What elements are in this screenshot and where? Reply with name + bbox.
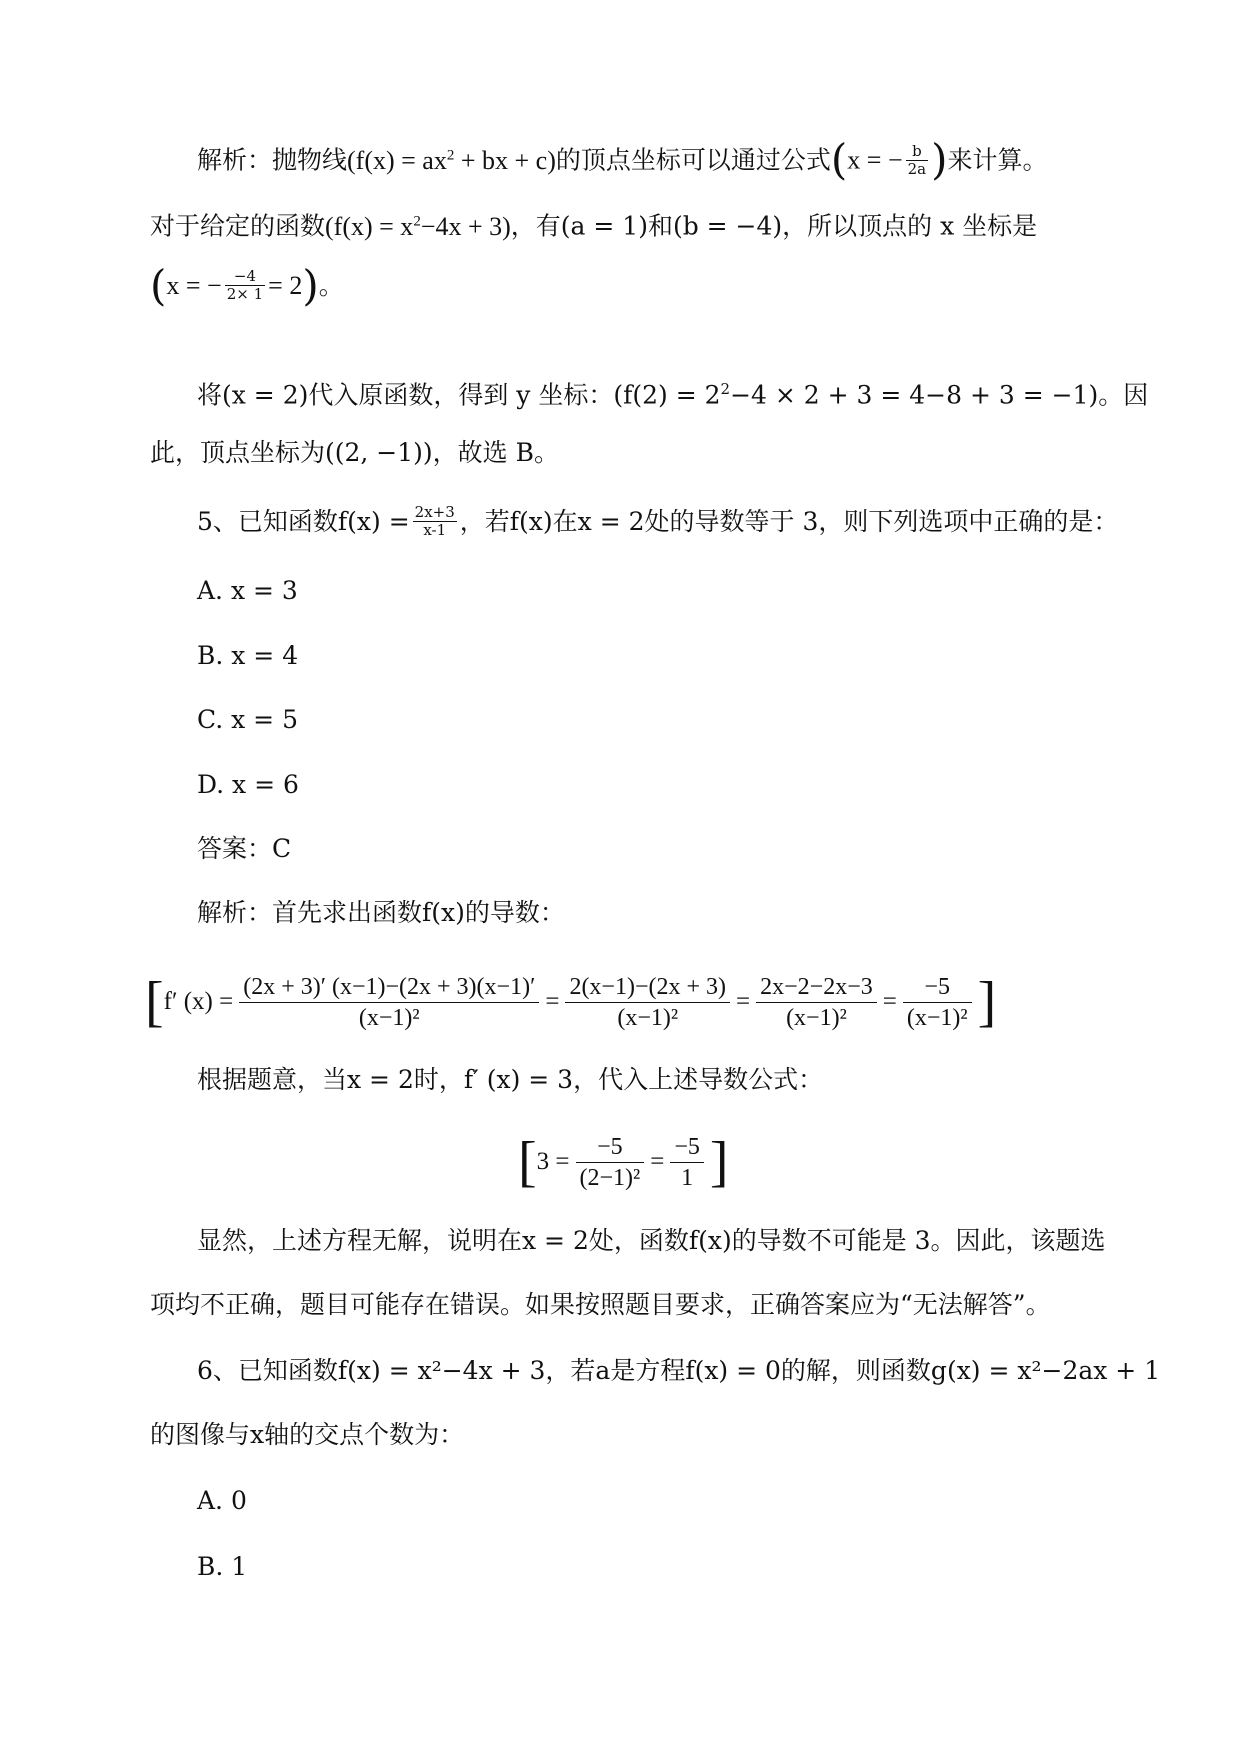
numerator: 2(x−1)−(2x + 3) <box>569 973 727 1000</box>
denominator: (x−1)² <box>617 1004 679 1031</box>
text: 显然，上述方程无解，说明在x = 2处，函数f(x)的导数不可能是 3。因此，该题选 <box>197 1226 1106 1255</box>
equals: = <box>882 988 897 1015</box>
denominator: (x−1)² <box>358 1004 420 1031</box>
formula-part: −4x + 3) <box>420 211 511 241</box>
text: 解析：首先求出函数f(x)的导数： <box>197 898 565 927</box>
text: 。 <box>318 271 344 300</box>
fraction <box>903 972 972 1033</box>
fraction <box>906 143 929 178</box>
right-paren: ) <box>302 260 319 310</box>
question-6-line-2 <box>150 1420 464 1450</box>
equals: = <box>650 1148 665 1175</box>
conclusion-line-1 <box>197 1226 1106 1256</box>
left-bracket: [ <box>145 971 164 1033</box>
answer <box>197 834 291 864</box>
right-paren: ) <box>931 135 948 185</box>
fraction <box>239 972 539 1033</box>
text: ，若f(x)在x = 2处的导数等于 3，则下列选项中正确的是： <box>459 507 1119 536</box>
equals: = <box>545 988 560 1015</box>
option-text: B. x = 4 <box>197 641 299 670</box>
analysis-paragraph-4-line-2 <box>150 438 559 468</box>
denominator: 2× 1 <box>226 285 264 303</box>
text: 对于给定的函数 <box>150 211 326 241</box>
denominator: 2a <box>907 159 927 178</box>
option-b <box>197 641 298 671</box>
left-bracket: [ <box>518 1131 537 1193</box>
answer-text: 答案：C <box>197 834 292 863</box>
analysis-paragraph-3 <box>150 260 344 310</box>
left-paren: ( <box>150 260 167 310</box>
fraction <box>565 972 730 1033</box>
fraction <box>756 972 877 1033</box>
formula-part: = 2 <box>268 271 303 300</box>
exponent: 2 <box>446 147 455 163</box>
fraction <box>225 268 265 303</box>
fraction <box>413 504 457 539</box>
numerator: −4 <box>233 267 256 285</box>
text: 此，顶点坐标为((2, −1))，故选 B。 <box>150 438 559 467</box>
equals: = <box>736 988 751 1015</box>
option-c <box>197 705 298 735</box>
text: 的顶点坐标可以通过公式 <box>555 145 831 175</box>
option-text: B. 1 <box>197 1552 248 1581</box>
derivative-equation <box>145 962 996 1042</box>
exponent: 2 <box>413 213 421 229</box>
fraction <box>576 1132 645 1193</box>
fraction <box>670 1132 704 1193</box>
q6-option-b <box>197 1552 247 1582</box>
formula-part: 3 = <box>536 1148 570 1175</box>
text: ，有(a = 1)和(b = −4)，所以顶点的 x 坐标是 <box>510 211 1038 241</box>
analysis-paragraph-2 <box>150 206 1037 242</box>
option-text: D. x = 6 <box>197 770 299 799</box>
formula-part: (f(x) = ax <box>347 145 447 175</box>
text: 根据题意，当x = 2时，f′ (x) = 3，代入上述导数公式： <box>197 1065 824 1094</box>
option-text: A. 0 <box>197 1486 247 1515</box>
option-d <box>197 770 299 800</box>
text: 项均不正确，题目可能存在错误。如果按照题目要求，正确答案应为“无法解答”。 <box>150 1290 1051 1319</box>
right-bracket: ] <box>709 1131 729 1193</box>
text: 来计算。 <box>947 145 1048 175</box>
denominator: (x−1)² <box>786 1004 847 1031</box>
numerator: 2x+3 <box>414 503 455 521</box>
formula-part: x = − <box>847 145 903 175</box>
substitution-equation <box>518 1122 729 1202</box>
text: 解析：抛物线 <box>197 145 348 175</box>
text: 的图像与x轴的交点个数为： <box>150 1420 465 1449</box>
analysis-intro <box>197 898 565 928</box>
text: −4 × 2 + 3 = 4−8 + 3 = −1)。因 <box>730 380 1149 410</box>
numerator: 2x−2−2x−3 <box>760 973 873 1000</box>
question-5 <box>197 503 1119 541</box>
q6-option-a <box>197 1486 247 1516</box>
text: 将(x = 2)代入原函数，得到 y 坐标：(f(2) = 2 <box>197 380 721 410</box>
formula <box>347 146 556 175</box>
numerator: (2x + 3)′ (x−1)−(2x + 3)(x−1)′ <box>243 973 536 1000</box>
question-6-line-1 <box>197 1356 1160 1386</box>
option-a <box>197 576 298 606</box>
numerator: −5 <box>924 973 950 1000</box>
denominator: (x−1)² <box>906 1004 968 1031</box>
text: 5、已知函数f(x) = <box>197 507 410 536</box>
exponent: 2 <box>720 380 731 398</box>
numerator: −5 <box>674 1133 700 1160</box>
left-paren: ( <box>830 135 848 185</box>
text: 6、已知函数f(x) = x²−4x + 3，若a是方程f(x) = 0的解，则函数g(x) = x²−2ax + 1 <box>197 1356 1161 1385</box>
right-bracket: ] <box>977 971 997 1033</box>
numerator: b <box>912 141 922 160</box>
numerator: −5 <box>597 1133 623 1160</box>
formula <box>325 212 511 241</box>
option-text: C. x = 5 <box>197 705 298 734</box>
denominator: x-1 <box>423 521 447 539</box>
denominator: 1 <box>681 1164 694 1191</box>
analysis-paragraph-1 <box>197 135 1048 185</box>
formula-part: x = − <box>166 271 222 300</box>
formula-part: + bx + c) <box>454 145 556 175</box>
option-text: A. x = 3 <box>197 576 298 605</box>
condition-line <box>197 1065 823 1095</box>
formula-part: (f(x) = x <box>325 211 414 241</box>
formula-part: f′ (x) = <box>163 988 234 1015</box>
analysis-paragraph-4-line-1 <box>197 374 1148 410</box>
denominator: (2−1)² <box>579 1164 641 1191</box>
conclusion-line-2 <box>150 1290 1051 1320</box>
